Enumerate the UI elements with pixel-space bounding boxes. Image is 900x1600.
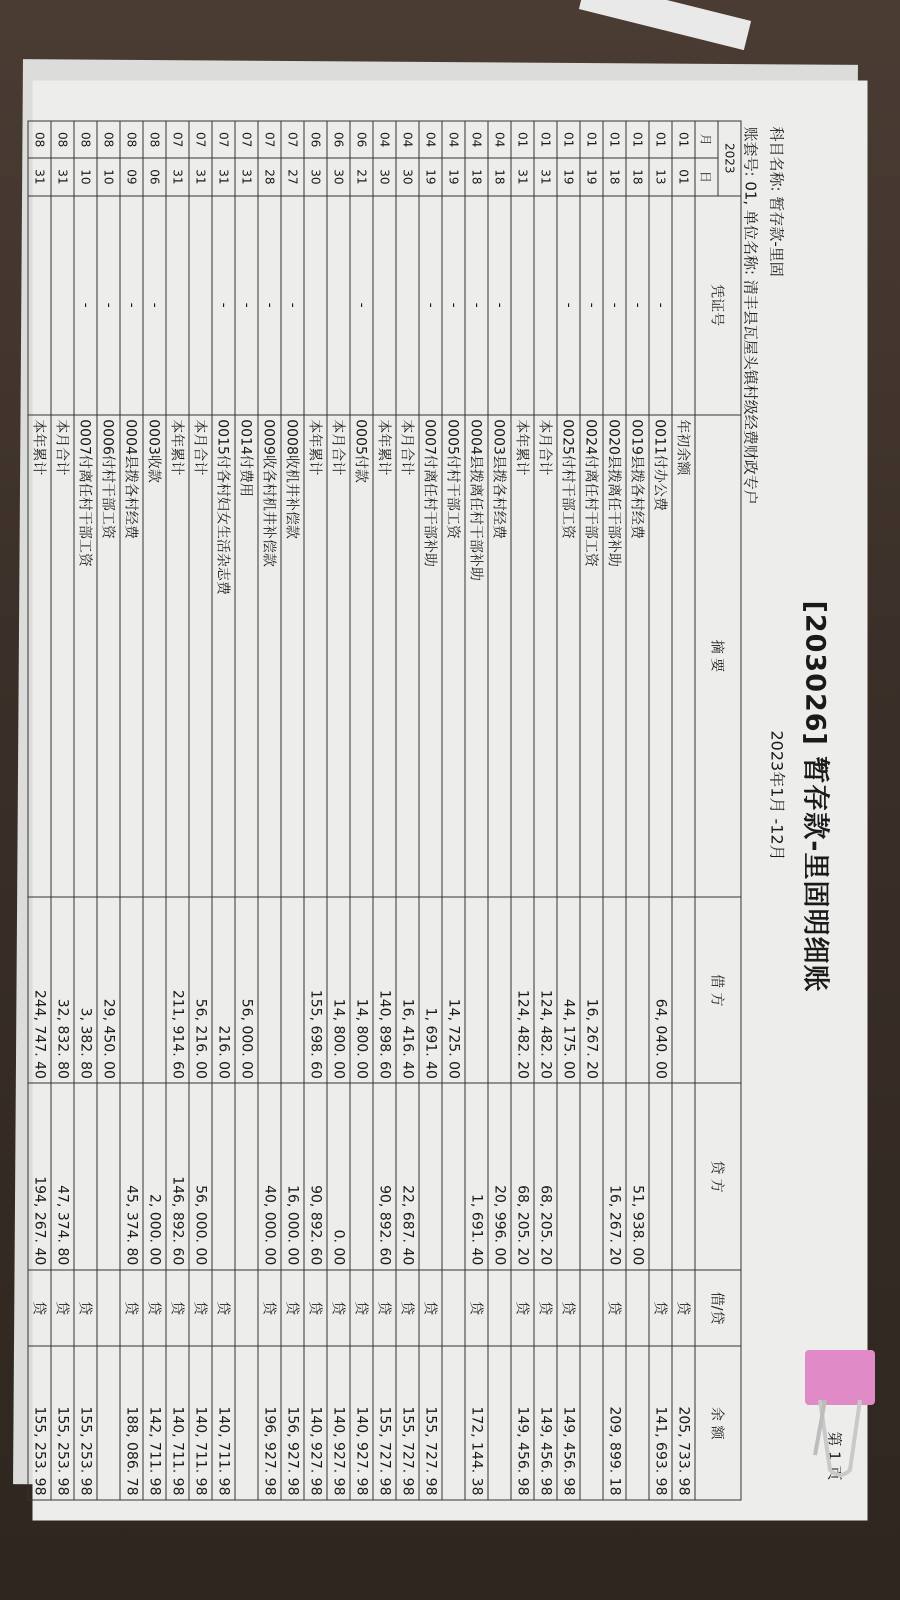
summary-cell: 0007付离任村干部补助 <box>419 415 442 897</box>
direction-cell <box>442 1270 465 1347</box>
balance-cell: 155, 253. 98 <box>28 1346 51 1500</box>
debit-cell: 155, 698. 60 <box>304 897 327 1083</box>
debit-header: 借 方 <box>695 897 741 1083</box>
summary-cell: 0008收机井补偿款 <box>281 415 304 897</box>
day-header: 日 <box>695 158 718 195</box>
direction-cell: 贷 <box>511 1270 534 1347</box>
voucher-cell: - <box>120 196 143 415</box>
debit-cell: 29, 450. 00 <box>97 897 120 1083</box>
debit-cell: 56, 000. 00 <box>235 897 258 1083</box>
direction-cell: 贷 <box>350 1270 373 1347</box>
credit-cell: 51, 938. 00 <box>626 1083 649 1269</box>
table-row <box>396 121 419 1500</box>
debit-cell <box>120 897 143 1083</box>
day-cell: 30 <box>327 158 350 195</box>
summary-cell: 0015付各村妇女生活杂志费 <box>212 415 235 897</box>
header-row-year <box>718 121 741 1500</box>
day-cell: 30 <box>396 158 419 195</box>
day-cell: 31 <box>212 158 235 195</box>
voucher-cell <box>373 196 396 415</box>
balance-cell: 149, 456. 98 <box>557 1346 580 1500</box>
debit-cell <box>626 897 649 1083</box>
balance-cell: 155, 727. 98 <box>419 1346 442 1500</box>
summary-cell: 本年累计 <box>304 415 327 897</box>
direction-cell <box>580 1270 603 1347</box>
credit-cell <box>649 1083 672 1269</box>
table-row <box>649 121 672 1500</box>
table-row <box>51 121 74 1500</box>
voucher-cell: - <box>465 196 488 415</box>
table-row <box>143 121 166 1500</box>
credit-cell <box>442 1083 465 1269</box>
day-cell: 27 <box>281 158 304 195</box>
table-row <box>166 121 189 1500</box>
direction-cell: 贷 <box>189 1270 212 1347</box>
table-row <box>120 121 143 1500</box>
day-cell: 31 <box>189 158 212 195</box>
balance-cell: 140, 711. 98 <box>166 1346 189 1500</box>
direction-cell: 贷 <box>465 1270 488 1347</box>
balance-cell: 142, 711. 98 <box>143 1346 166 1500</box>
day-cell: 18 <box>465 158 488 195</box>
debit-cell: 124, 482. 20 <box>511 897 534 1083</box>
direction-cell: 贷 <box>281 1270 304 1347</box>
voucher-cell: - <box>419 196 442 415</box>
table-row <box>442 121 465 1500</box>
month-cell: 07 <box>235 121 258 158</box>
month-cell: 06 <box>304 121 327 158</box>
voucher-cell <box>511 196 534 415</box>
summary-cell: 0004县拨各村经费 <box>120 415 143 897</box>
direction-cell <box>488 1270 511 1347</box>
credit-cell: 16, 000. 00 <box>281 1083 304 1269</box>
debit-cell: 16, 416. 40 <box>396 897 419 1083</box>
day-cell: 30 <box>304 158 327 195</box>
summary-cell: 0007付离任村干部工资 <box>74 415 97 897</box>
ledger-body <box>28 121 695 1500</box>
summary-cell: 0014付费用 <box>235 415 258 897</box>
balance-cell <box>580 1346 603 1500</box>
debit-cell: 216. 00 <box>212 897 235 1083</box>
balance-cell: 140, 927. 98 <box>350 1346 373 1500</box>
ledger-title: [203026] 暂存款-里固明细账 <box>799 600 831 993</box>
credit-cell: 45, 374. 80 <box>120 1083 143 1269</box>
direction-cell: 贷 <box>212 1270 235 1347</box>
day-cell: 06 <box>143 158 166 195</box>
month-cell: 04 <box>419 121 442 158</box>
table-row <box>28 121 51 1500</box>
summary-cell: 0003收款 <box>143 415 166 897</box>
credit-cell: 2, 000. 00 <box>143 1083 166 1269</box>
table-row <box>580 121 603 1500</box>
direction-cell: 贷 <box>28 1270 51 1347</box>
page-number: 第 1 页 <box>825 1431 844 1481</box>
day-cell: 31 <box>235 158 258 195</box>
debit-cell: 16, 267. 20 <box>580 897 603 1083</box>
month-cell: 01 <box>649 121 672 158</box>
credit-cell: 90, 892. 60 <box>304 1083 327 1269</box>
voucher-header: 凭证号 <box>695 196 741 415</box>
direction-cell: 贷 <box>419 1270 442 1347</box>
summary-cell: 本月合计 <box>396 415 419 897</box>
credit-cell: 16, 267. 20 <box>603 1083 626 1269</box>
direction-cell: 贷 <box>327 1270 350 1347</box>
balance-cell: 155, 727. 98 <box>396 1346 419 1500</box>
direction-cell: 贷 <box>672 1270 695 1347</box>
summary-cell: 0024付离任村干部工资 <box>580 415 603 897</box>
day-cell: 01 <box>672 158 695 195</box>
day-cell: 31 <box>28 158 51 195</box>
table-row <box>511 121 534 1500</box>
month-cell: 07 <box>212 121 235 158</box>
ledger-period: 2023年1月 -12月 <box>767 730 787 861</box>
balance-cell <box>97 1346 120 1500</box>
day-cell: 31 <box>534 158 557 195</box>
debit-cell <box>281 897 304 1083</box>
voucher-cell <box>189 196 212 415</box>
debit-cell: 211, 914. 60 <box>166 897 189 1083</box>
month-cell: 08 <box>28 121 51 158</box>
month-cell: 06 <box>327 121 350 158</box>
summary-cell: 本年累计 <box>373 415 396 897</box>
balance-cell: 140, 711. 98 <box>189 1346 212 1500</box>
balance-cell <box>626 1346 649 1500</box>
voucher-cell <box>304 196 327 415</box>
debit-cell <box>258 897 281 1083</box>
credit-cell <box>557 1083 580 1269</box>
debit-cell: 140, 898. 60 <box>373 897 396 1083</box>
debit-cell <box>143 897 166 1083</box>
voucher-cell: - <box>442 196 465 415</box>
voucher-cell: - <box>603 196 626 415</box>
day-cell: 30 <box>373 158 396 195</box>
summary-cell: 年初余额 <box>672 415 695 897</box>
summary-cell: 本月合计 <box>189 415 212 897</box>
summary-cell: 0003县拨各村经费 <box>488 415 511 897</box>
summary-cell: 0006付村干部工资 <box>97 415 120 897</box>
direction-cell <box>235 1270 258 1347</box>
day-cell: 28 <box>258 158 281 195</box>
day-cell: 19 <box>580 158 603 195</box>
month-header: 月 <box>695 121 718 158</box>
balance-cell: 149, 456. 98 <box>511 1346 534 1500</box>
voucher-cell <box>396 196 419 415</box>
table-row <box>189 121 212 1500</box>
credit-cell: 22, 687. 40 <box>396 1083 419 1269</box>
day-cell: 19 <box>557 158 580 195</box>
table-row <box>488 121 511 1500</box>
direction-cell <box>97 1270 120 1347</box>
month-cell: 07 <box>281 121 304 158</box>
day-cell: 19 <box>419 158 442 195</box>
balance-cell: 149, 456. 98 <box>534 1346 557 1500</box>
table-row <box>603 121 626 1500</box>
day-cell: 18 <box>488 158 511 195</box>
voucher-cell <box>672 196 695 415</box>
direction-cell: 贷 <box>166 1270 189 1347</box>
summary-cell: 0020县拨离任干部补助 <box>603 415 626 897</box>
month-cell: 01 <box>626 121 649 158</box>
debit-cell: 14, 800. 00 <box>327 897 350 1083</box>
credit-cell <box>74 1083 97 1269</box>
voucher-cell <box>28 196 51 415</box>
ledger-sheet <box>30 81 868 1521</box>
direction-cell: 贷 <box>603 1270 626 1347</box>
balance-cell: 155, 253. 98 <box>51 1346 74 1500</box>
direction-cell: 贷 <box>143 1270 166 1347</box>
credit-cell: 146, 892. 60 <box>166 1083 189 1269</box>
table-row <box>258 121 281 1500</box>
direction-cell <box>626 1270 649 1347</box>
voucher-cell: - <box>212 196 235 415</box>
table-row <box>373 121 396 1500</box>
direction-cell: 贷 <box>74 1270 97 1347</box>
month-cell: 01 <box>672 121 695 158</box>
table-row <box>557 121 580 1500</box>
voucher-cell: - <box>626 196 649 415</box>
ledger-table <box>30 121 742 1501</box>
month-cell: 04 <box>396 121 419 158</box>
summary-cell: 0009收各村机井补偿款 <box>258 415 281 897</box>
year-header: 2023 <box>718 121 741 196</box>
balance-cell: 140, 711. 98 <box>212 1346 235 1500</box>
direction-cell: 贷 <box>258 1270 281 1347</box>
credit-cell: 40, 000. 00 <box>258 1083 281 1269</box>
debit-cell: 14, 800. 00 <box>350 897 373 1083</box>
voucher-cell <box>327 196 350 415</box>
table-row <box>672 121 695 1500</box>
table-row <box>212 121 235 1500</box>
table-row <box>235 121 258 1500</box>
month-cell: 01 <box>603 121 626 158</box>
balance-cell: 140, 927. 98 <box>304 1346 327 1500</box>
balance-cell <box>442 1346 465 1500</box>
table-row <box>327 121 350 1500</box>
day-cell: 18 <box>603 158 626 195</box>
credit-cell: 90, 892. 60 <box>373 1083 396 1269</box>
day-cell: 31 <box>51 158 74 195</box>
binder-clip-icon <box>795 1345 885 1485</box>
balance-cell <box>488 1346 511 1500</box>
day-cell: 21 <box>350 158 373 195</box>
summary-cell: 0005付村干部工资 <box>442 415 465 897</box>
day-cell: 09 <box>120 158 143 195</box>
credit-cell: 47, 374. 80 <box>51 1083 74 1269</box>
direction-cell: 贷 <box>557 1270 580 1347</box>
direction-cell: 贷 <box>304 1270 327 1347</box>
voucher-cell <box>166 196 189 415</box>
table-row <box>465 121 488 1500</box>
balance-cell: 141, 693. 98 <box>649 1346 672 1500</box>
debit-cell <box>488 897 511 1083</box>
balance-cell: 172, 144. 38 <box>465 1346 488 1500</box>
table-row <box>304 121 327 1500</box>
credit-cell: 56, 000. 00 <box>189 1083 212 1269</box>
balance-cell: 188, 086. 78 <box>120 1346 143 1500</box>
credit-cell: 1, 691. 40 <box>465 1083 488 1269</box>
table-row <box>97 121 120 1500</box>
month-cell: 04 <box>373 121 396 158</box>
voucher-cell: - <box>350 196 373 415</box>
credit-cell <box>350 1083 373 1269</box>
month-cell: 06 <box>350 121 373 158</box>
balance-cell: 140, 927. 98 <box>327 1346 350 1500</box>
voucher-cell: - <box>258 196 281 415</box>
month-cell: 01 <box>534 121 557 158</box>
month-cell: 08 <box>51 121 74 158</box>
month-cell: 04 <box>488 121 511 158</box>
summary-cell: 本月合计 <box>51 415 74 897</box>
balance-cell: 155, 253. 98 <box>74 1346 97 1500</box>
balance-cell <box>235 1346 258 1500</box>
summary-cell: 本月合计 <box>534 415 557 897</box>
voucher-cell: - <box>580 196 603 415</box>
credit-cell <box>235 1083 258 1269</box>
summary-cell: 0019县拨各村经费 <box>626 415 649 897</box>
table-row <box>74 121 97 1500</box>
month-cell: 07 <box>189 121 212 158</box>
day-cell: 31 <box>166 158 189 195</box>
month-cell: 01 <box>511 121 534 158</box>
balance-cell: 196, 927. 98 <box>258 1346 281 1500</box>
summary-cell: 0004县拨离任村干部补助 <box>465 415 488 897</box>
month-cell: 08 <box>143 121 166 158</box>
day-cell: 10 <box>74 158 97 195</box>
day-cell: 13 <box>649 158 672 195</box>
voucher-cell: - <box>649 196 672 415</box>
summary-header: 摘 要 <box>695 415 741 897</box>
direction-cell: 贷 <box>373 1270 396 1347</box>
direction-cell: 贷 <box>534 1270 557 1347</box>
table-row <box>419 121 442 1500</box>
month-cell: 08 <box>97 121 120 158</box>
credit-cell <box>580 1083 603 1269</box>
month-cell: 04 <box>442 121 465 158</box>
day-cell: 31 <box>511 158 534 195</box>
credit-cell: 0. 00 <box>327 1083 350 1269</box>
balance-cell: 205, 733. 98 <box>672 1346 695 1500</box>
summary-cell: 0025付村干部工资 <box>557 415 580 897</box>
month-cell: 08 <box>120 121 143 158</box>
table-row <box>626 121 649 1500</box>
credit-cell <box>97 1083 120 1269</box>
month-cell: 08 <box>74 121 97 158</box>
account-info: 账套号: 01, 单位名称: 清丰县瓦屋头镇村级经费财政专户 <box>741 126 760 505</box>
summary-cell: 本年累计 <box>28 415 51 897</box>
credit-header: 贷 方 <box>695 1083 741 1269</box>
summary-cell: 0011付办公费 <box>649 415 672 897</box>
month-cell: 07 <box>258 121 281 158</box>
table-row <box>281 121 304 1500</box>
direction-cell: 贷 <box>396 1270 419 1347</box>
summary-cell: 本月合计 <box>327 415 350 897</box>
debit-cell: 1, 691. 40 <box>419 897 442 1083</box>
balance-cell: 156, 927. 98 <box>281 1346 304 1500</box>
credit-cell <box>212 1083 235 1269</box>
voucher-cell: - <box>74 196 97 415</box>
day-cell: 19 <box>442 158 465 195</box>
direction-header: 借/贷 <box>695 1270 741 1347</box>
direction-cell: 贷 <box>120 1270 143 1347</box>
credit-cell: 68, 205. 20 <box>511 1083 534 1269</box>
voucher-cell <box>534 196 557 415</box>
summary-cell: 本年累计 <box>511 415 534 897</box>
balance-cell: 209, 899. 18 <box>603 1346 626 1500</box>
debit-cell <box>465 897 488 1083</box>
credit-cell <box>419 1083 442 1269</box>
summary-cell: 本年累计 <box>166 415 189 897</box>
day-cell: 10 <box>97 158 120 195</box>
credit-cell <box>672 1083 695 1269</box>
debit-cell <box>603 897 626 1083</box>
table-row <box>350 121 373 1500</box>
debit-cell: 56, 216. 00 <box>189 897 212 1083</box>
credit-cell: 20, 996. 00 <box>488 1083 511 1269</box>
debit-cell: 44, 175. 00 <box>557 897 580 1083</box>
voucher-cell: - <box>143 196 166 415</box>
voucher-cell: - <box>97 196 120 415</box>
debit-cell: 64, 040. 00 <box>649 897 672 1083</box>
debit-cell: 32, 832. 80 <box>51 897 74 1083</box>
voucher-cell: - <box>235 196 258 415</box>
credit-cell: 68, 205. 20 <box>534 1083 557 1269</box>
balance-cell: 155, 727. 98 <box>373 1346 396 1500</box>
voucher-cell: - <box>488 196 511 415</box>
day-cell: 18 <box>626 158 649 195</box>
debit-cell: 14, 725. 00 <box>442 897 465 1083</box>
debit-cell: 124, 482. 20 <box>534 897 557 1083</box>
debit-cell <box>672 897 695 1083</box>
balance-header: 余 额 <box>695 1346 741 1500</box>
direction-cell: 贷 <box>51 1270 74 1347</box>
debit-cell: 244, 747. 40 <box>28 897 51 1083</box>
month-cell: 04 <box>465 121 488 158</box>
voucher-cell: - <box>557 196 580 415</box>
month-cell: 01 <box>557 121 580 158</box>
voucher-cell: - <box>281 196 304 415</box>
credit-cell: 194, 267. 40 <box>28 1083 51 1269</box>
table-row <box>534 121 557 1500</box>
direction-cell: 贷 <box>649 1270 672 1347</box>
debit-cell: 3, 382. 80 <box>74 897 97 1083</box>
month-cell: 07 <box>166 121 189 158</box>
voucher-cell <box>51 196 74 415</box>
subject-name: 科目名称: 暂存款-里固 <box>767 126 786 277</box>
summary-cell: 0005付款 <box>350 415 373 897</box>
month-cell: 01 <box>580 121 603 158</box>
